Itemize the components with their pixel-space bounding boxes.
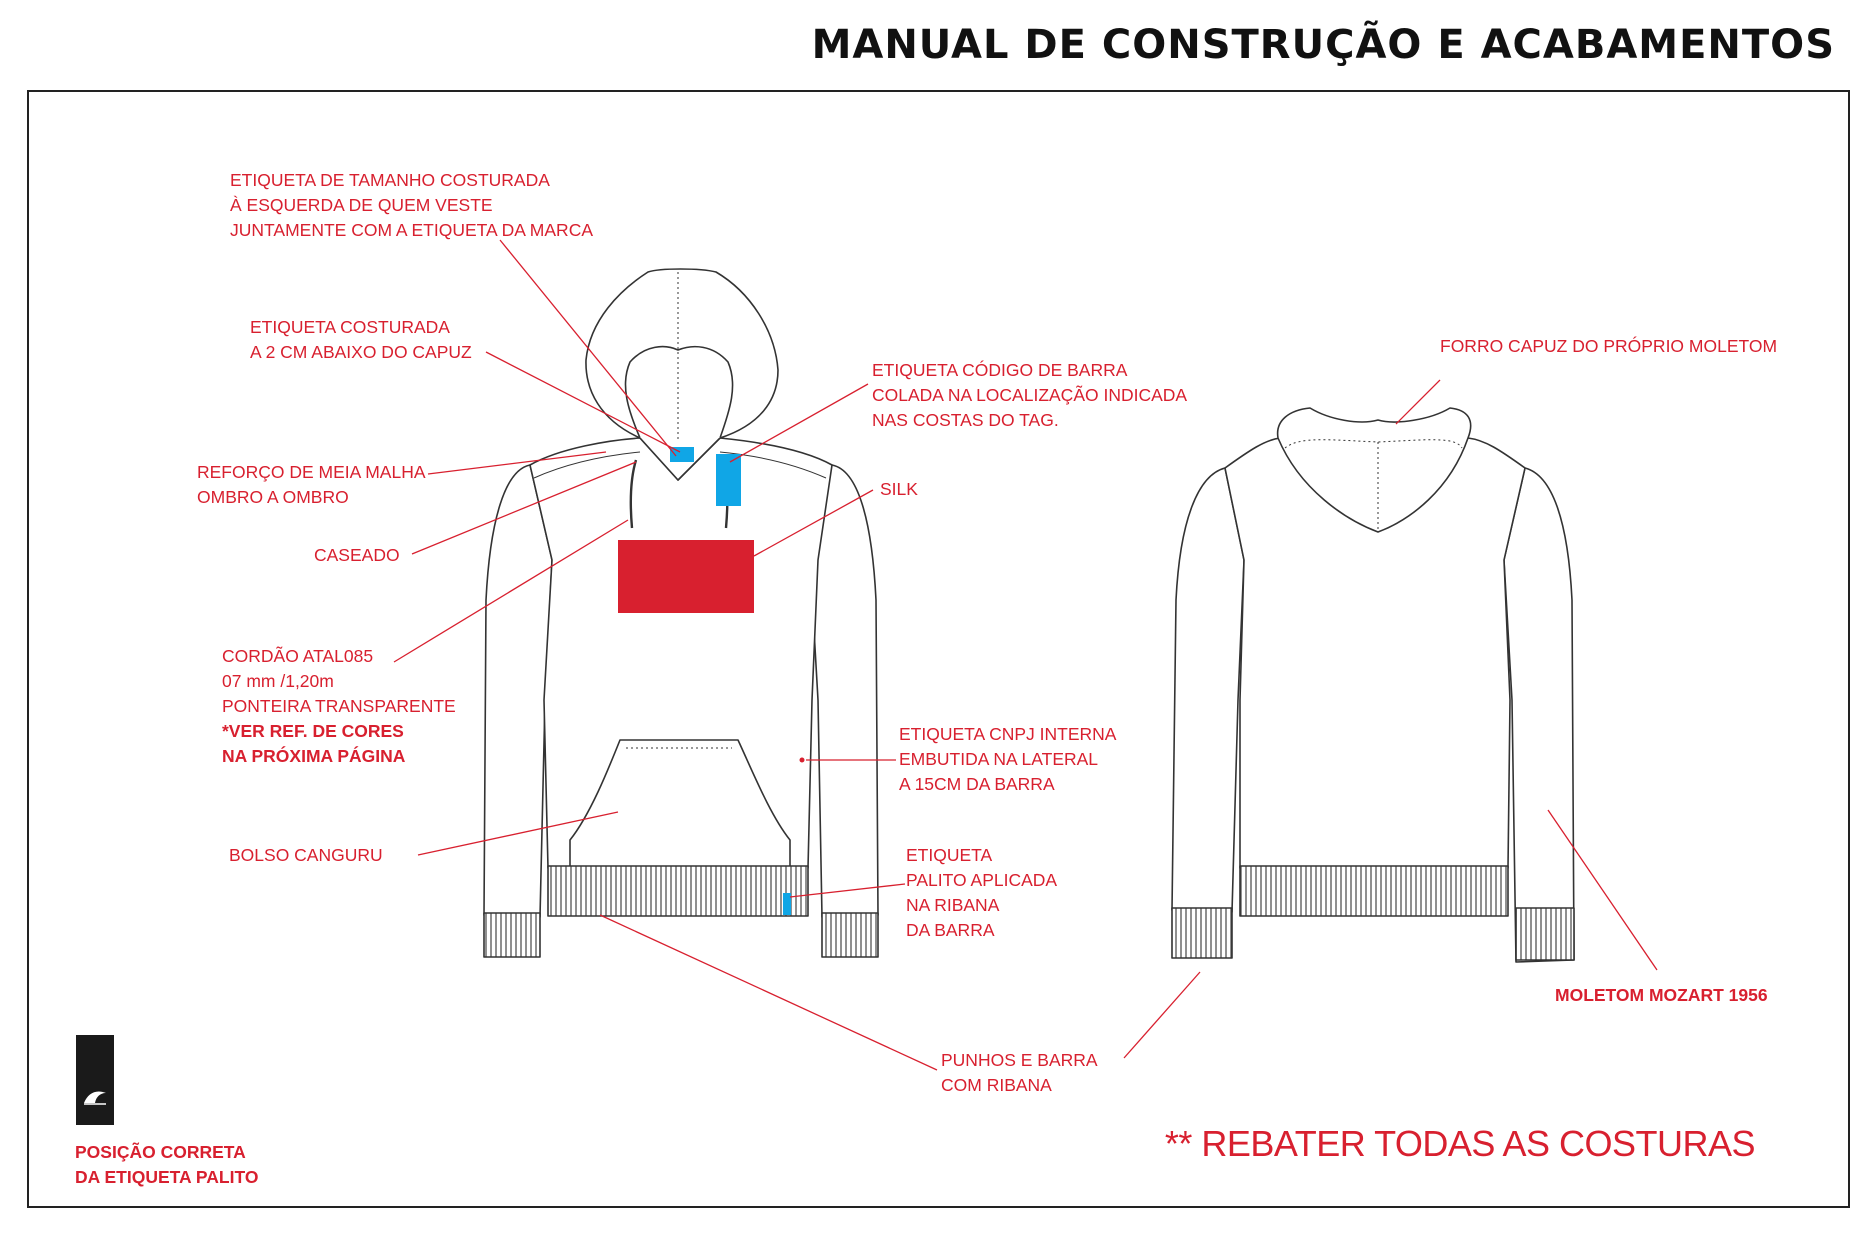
label-palito-tag: ETIQUETA PALITO APLICADA NA RIBANA DA BARRA [906,845,1058,940]
back-bottom-ribbing [1240,866,1508,916]
label-cord-note-1: *VER REF. DE CORES [222,721,404,741]
label-size-tag: ETIQUETA DE TAMANHO COSTURADA À ESQUERDA DE QUEM VESTE JUNTAMENTE COM A ETIQUETA DA MARCA [230,170,594,240]
label-hood-lining: FORRO CAPUZ DO PRÓPRIO MOLETOM [1440,336,1778,356]
footer-note: ** REBATER TODAS AS COSTURAS [1164,1123,1755,1164]
back-view-hoodie [1172,408,1574,962]
label-cnpj-tag: ETIQUETA CNPJ INTERNA EMBUTIDA NA LATERAL A 15CM DA BARRA [899,724,1117,794]
label-reinforcement: REFORÇO DE MEIA MALHA OMBRO A OMBRO [197,462,426,507]
palito-label [783,893,791,915]
palito-tag-sample [76,1035,114,1125]
back-right-sleeve [1504,468,1574,962]
back-right-cuff [1516,908,1574,960]
label-sewn-tag: ETIQUETA COSTURADA A 2 CM ABAIXO DO CAPUZ [250,317,472,362]
label-silk: SILK [880,479,918,499]
front-right-cuff [822,913,878,957]
page-title: MANUAL DE CONSTRUÇÃO E ACABAMENTOS [811,22,1835,68]
front-bottom-ribbing [548,866,808,916]
label-ribbing: PUNHOS E BARRA COM RIBANA [941,1050,1098,1095]
back-left-cuff [1172,908,1232,958]
wave-mountain-logo-icon [76,1035,114,1125]
cnpj-label-marker [800,758,805,763]
label-buttonhole: CASEADO [314,545,400,565]
silk-print-area [618,540,754,613]
front-hood-opening [625,347,732,438]
callout-ribbing-front [600,915,937,1070]
label-cord: CORDÃO ATAL085 07 mm /1,20m PONTEIRA TRANSPARENTE *VER REF. DE CORES NA PRÓXIMA PÁGINA [222,644,456,769]
label-fabric: MOLETOM MOZART 1956 [1555,985,1768,1005]
front-left-sleeve [484,465,552,917]
front-left-cuff [484,913,540,957]
label-kangaroo-pocket: BOLSO CANGURU [229,845,383,865]
label-barcode-tag: ETIQUETA CÓDIGO DE BARRA COLADA NA LOCALIZAÇÃO INDICADA NAS COSTAS DO TAG. [872,360,1188,430]
barcode-hang-tag [716,454,741,506]
palito-tag-caption: POSIÇÃO CORRETA DA ETIQUETA PALITO [75,1142,259,1187]
back-left-sleeve [1172,468,1244,912]
callout-ribbing-back [1124,972,1200,1058]
label-cord-note-2: NA PRÓXIMA PÁGINA [222,746,406,766]
